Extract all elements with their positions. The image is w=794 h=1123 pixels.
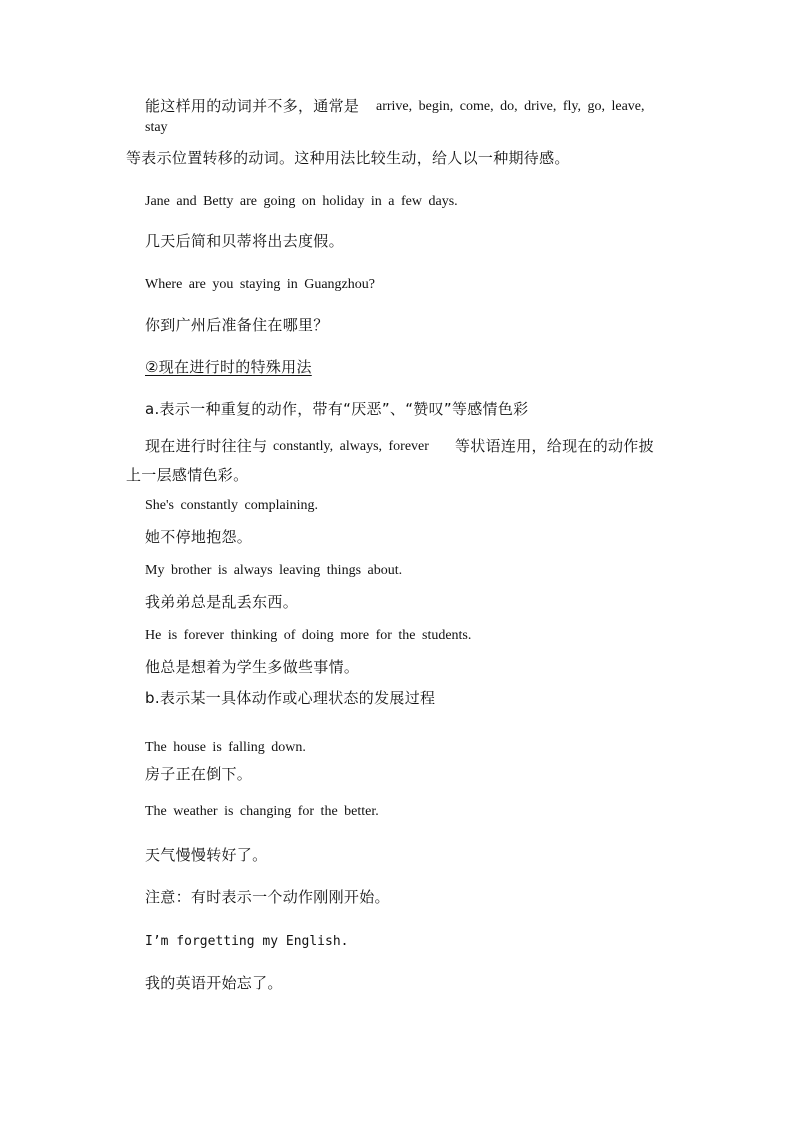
example-5-english: He is forever thinking of doing more for the students. [145,628,472,643]
example-2-english: Where are you staying in Guangzhou? [145,277,375,292]
note-text: 注意：有时表示一个动作刚刚开始。 [145,888,390,906]
example-8-chinese: 我的英语开始忘了。 [145,974,283,992]
example-6-chinese: 房子正在倒下。 [145,765,253,783]
paragraph-line-2: stay [145,120,168,135]
subsection-a-text-line-2: 上一层感情色彩。 [126,466,249,484]
example-8-english: I’m forgetting my English. [145,934,349,949]
example-6-english: The house is falling down. [145,740,306,755]
subsection-a-text-adverbs: constantly, always, forever [273,439,429,454]
example-2-chinese: 你到广州后准备住在哪里？ [145,316,329,334]
example-1-chinese: 几天后简和贝蒂将出去度假。 [145,232,344,250]
example-7-chinese: 天气慢慢转好了。 [145,846,268,864]
paragraph-line-3: 等表示位置转移的动词。这种用法比较生动，给人以一种期待感。 [126,149,570,167]
section-heading: ②现在进行时的特殊用法 [145,358,312,376]
subsection-b-heading: b.表示某一具体动作或心理状态的发展过程 [145,689,436,707]
example-4-chinese: 我弟弟总是乱丢东西。 [145,593,299,611]
paragraph-line-1-en: arrive, begin, come, do, drive, fly, go, leave, [376,99,645,114]
example-7-english: The weather is changing for the better. [145,804,379,819]
example-4-english: My brother is always leaving things about. [145,563,403,578]
example-5-chinese: 他总是想着为学生多做些事情。 [145,658,360,676]
subsection-a-heading: a.表示一种重复的动作，带有“厌恶”、“赞叹”等感情色彩 [145,400,529,418]
example-3-chinese: 她不停地抱怨。 [145,528,253,546]
subsection-a-text-part-2: 等状语连用，给现在的动作披 [455,437,654,455]
paragraph-line-1-cn: 能这样用的动词并不多，通常是 [145,97,360,115]
example-1-english: Jane and Betty are going on holiday in a few days. [145,194,458,209]
example-3-english: She's constantly complaining. [145,498,319,513]
subsection-a-text-part-1: 现在进行时往往与 [145,437,268,455]
